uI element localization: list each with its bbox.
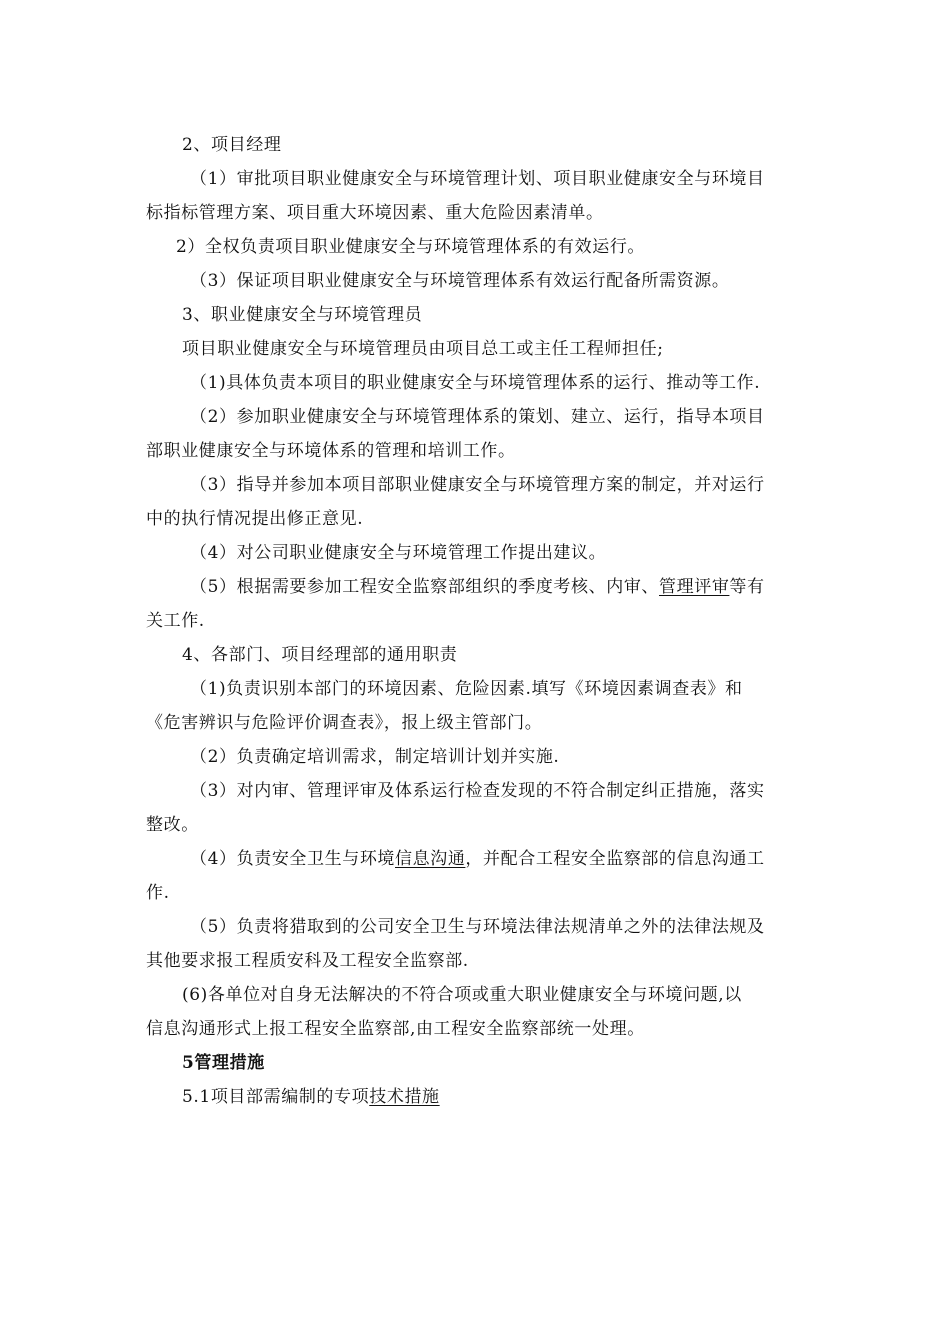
text-span: （5）根据需要参加工程安全监察部组织的季度考核、内审、 <box>190 577 660 597</box>
paragraph-line: 部职业健康安全与环境体系的管理和培训工作。 <box>146 441 516 461</box>
paragraph-line: 信息沟通形式上报工程安全监察部,由工程安全监察部统一处理。 <box>146 1019 645 1039</box>
information-communication-link[interactable]: 信息沟通 <box>395 849 466 869</box>
text-span: 5.1项目部需编制的专项 <box>182 1087 370 1107</box>
management-review-link[interactable]: 管理评审 <box>659 577 730 597</box>
paragraph-line: （2）参加职业健康安全与环境管理体系的策划、建立、运行，指导本项目 <box>190 407 765 427</box>
paragraph-line: （4）对公司职业健康安全与环境管理工作提出建议。 <box>190 543 607 563</box>
technical-measures-link[interactable]: 技术措施 <box>369 1087 440 1107</box>
paragraph-line: 标指标管理方案、项目重大环境因素、重大危险因素清单。 <box>146 203 604 223</box>
paragraph-line: 2）全权负责项目职业健康安全与环境管理体系的有效运行。 <box>176 237 646 257</box>
section-heading-project-manager: 2、项目经理 <box>182 135 282 155</box>
paragraph-line: 整改。 <box>146 815 199 835</box>
paragraph-line: （5）负责将猎取到的公司安全卫生与环境法律法规清单之外的法律法规及 <box>190 917 765 937</box>
paragraph-line <box>146 842 804 876</box>
paragraph-line: 项目职业健康安全与环境管理员由项目总工或主任工程师担任; <box>182 339 664 359</box>
paragraph-line <box>146 1080 804 1114</box>
text-span: 等有 <box>729 577 765 597</box>
paragraph-line: （3）保证项目职业健康安全与环境管理体系有效运行配备所需资源。 <box>190 271 730 291</box>
section-heading-ohs-manager: 3、职业健康安全与环境管理员 <box>182 305 423 325</box>
paragraph-line: （2）负责确定培训需求，制定培训计划并实施. <box>190 747 560 767</box>
paragraph-line: （1)负责识别本部门的环境因素、危险因素.填写《环境因素调查表》和 <box>190 679 743 699</box>
text-span: （4）负责安全卫生与环境 <box>190 849 396 869</box>
section-heading-general-duties: 4、各部门、项目经理部的通用职责 <box>182 645 458 665</box>
text-span: ，并配合工程安全监察部的信息沟通工 <box>465 849 765 869</box>
paragraph-line: 《危害辨识与危险评价调查表》，报上级主管部门。 <box>146 713 543 733</box>
paragraph-line: （3）对内审、管理评审及体系运行检查发现的不符合制定纠正措施，落实 <box>190 781 765 801</box>
paragraph-line <box>146 570 804 604</box>
paragraph-line: （1）审批项目职业健康安全与环境管理计划、项目职业健康安全与环境目 <box>190 169 765 189</box>
paragraph-line: 其他要求报工程质安科及工程安全监察部. <box>146 951 469 971</box>
paragraph-line: 关工作. <box>146 611 205 631</box>
paragraph-line: （1)具体负责本项目的职业健康安全与环境管理体系的运行、推动等工作. <box>190 373 761 393</box>
section-heading-management-measures: 5管理措施 <box>182 1053 265 1073</box>
paragraph-line: 中的执行情况提出修正意见. <box>146 509 364 529</box>
paragraph-line: (6)各单位对自身无法解决的不符合项或重大职业健康安全与环境问题,以 <box>182 985 742 1005</box>
paragraph-line: （3）指导并参加本项目部职业健康安全与环境管理方案的制定，并对运行 <box>190 475 765 495</box>
paragraph-line: 作. <box>146 883 170 903</box>
